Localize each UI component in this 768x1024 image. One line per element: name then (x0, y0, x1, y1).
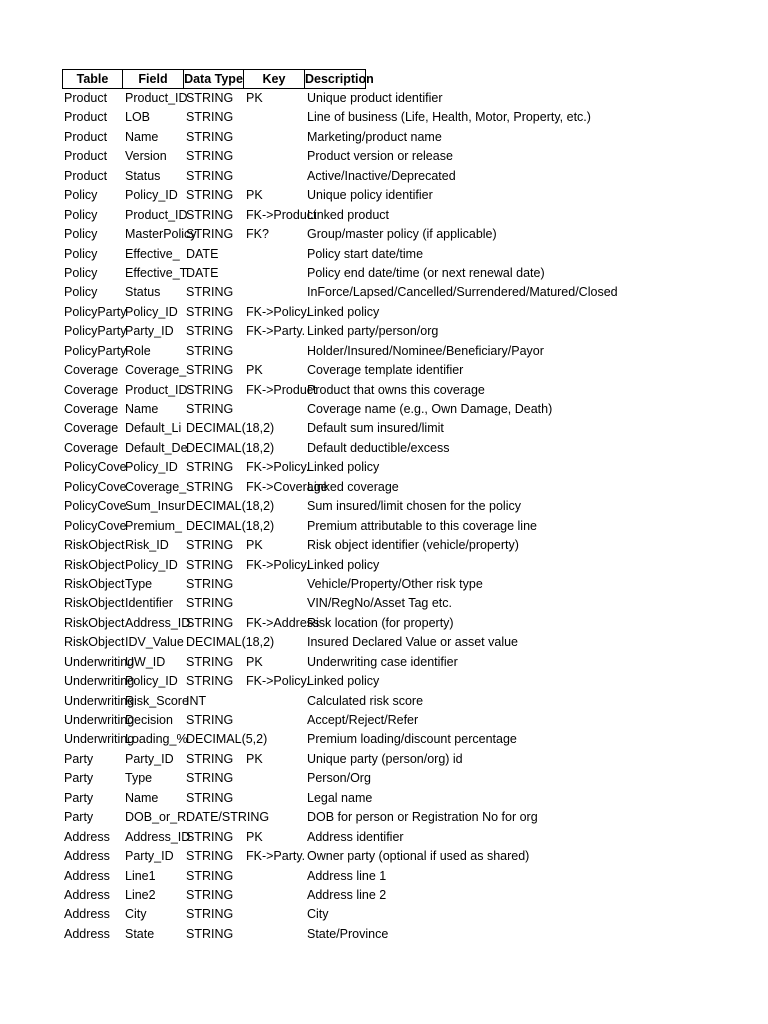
cell-field[interactable]: Policy_ID (125, 460, 178, 475)
cell-data-type[interactable]: STRING (186, 887, 234, 902)
cell-data-type[interactable]: STRING (186, 674, 234, 689)
cell-key[interactable]: PK (246, 751, 263, 766)
cell-table[interactable]: Party (64, 771, 94, 786)
cell-data-type[interactable]: INT (186, 693, 207, 708)
cell-data-type[interactable]: STRING (186, 91, 234, 105)
cell-table[interactable]: Coverage (64, 382, 119, 397)
cell-data-type[interactable]: DECIMAL(18,2) (186, 499, 275, 514)
cell-table[interactable]: PolicyCove (64, 460, 127, 475)
cell-description[interactable]: Active/Inactive/Deprecated (307, 168, 456, 183)
table-row (62, 303, 705, 322)
cell-table[interactable]: Address (64, 849, 110, 864)
cell-table[interactable]: Product (64, 110, 108, 125)
cell-table[interactable]: Policy (64, 188, 98, 203)
cell-field[interactable]: Sum_Insur (125, 499, 186, 514)
cell-field[interactable]: Version (125, 149, 167, 164)
cell-table[interactable]: Underwriting (64, 693, 135, 708)
cell-data-type[interactable]: STRING (186, 207, 234, 222)
table-row (62, 750, 705, 769)
cell-key[interactable] (244, 439, 305, 458)
cell-description[interactable]: Calculated risk score (307, 693, 424, 708)
cell-key[interactable] (244, 147, 305, 166)
cell-table[interactable]: RiskObject (64, 576, 125, 591)
cell-data-type[interactable]: STRING (186, 829, 234, 844)
cell-table[interactable]: PolicyParty (64, 304, 127, 319)
table-row (62, 283, 705, 302)
cell-key[interactable]: PK (246, 188, 263, 203)
cell-description[interactable]: Address line 2 (307, 887, 387, 902)
cell-data-type[interactable]: DECIMAL(18,2) (186, 421, 275, 436)
cell-key[interactable] (244, 905, 305, 924)
cell-description[interactable]: Unique party (person/org) id (307, 751, 463, 766)
cell-field[interactable]: State (125, 926, 155, 941)
table-row (62, 575, 705, 594)
cell-data-type[interactable]: DECIMAL(18,2) (186, 440, 275, 455)
cell-key[interactable]: FK->Policy. (246, 460, 310, 475)
cell-table[interactable]: Party (64, 751, 94, 766)
table-row (62, 245, 705, 264)
cell-description[interactable]: Policy start date/time (307, 246, 424, 261)
cell-key[interactable]: FK->Coverage (246, 479, 328, 494)
cell-description[interactable]: Address line 1 (307, 868, 387, 883)
cell-description[interactable]: Linked policy (307, 674, 380, 689)
cell-data-type[interactable]: STRING (186, 538, 234, 553)
cell-field[interactable]: Party_ID (125, 751, 174, 766)
table-row (62, 867, 705, 886)
cell-field[interactable]: LOB (125, 110, 151, 125)
cell-key[interactable]: PK (246, 363, 263, 378)
cell-description[interactable]: Default deductible/excess (307, 440, 450, 455)
cell-data-type[interactable]: DECIMAL(18,2) (186, 518, 275, 533)
cell-key[interactable] (244, 594, 305, 613)
cell-key[interactable] (244, 692, 305, 711)
cell-field[interactable]: Policy_ID (125, 557, 178, 572)
table-row (62, 128, 705, 147)
cell-data-type[interactable]: STRING (186, 849, 234, 864)
cell-data-type[interactable]: STRING (186, 110, 234, 125)
cell-table[interactable]: Product (64, 149, 108, 164)
table-row (62, 594, 705, 613)
header-key[interactable]: Key (244, 69, 305, 89)
cell-description[interactable]: Sum insured/limit chosen for the policy (307, 499, 521, 514)
table-row (62, 905, 705, 924)
cell-description[interactable]: Policy end date/time (or next renewal date) (307, 265, 545, 280)
table-row (62, 419, 705, 438)
cell-table[interactable]: Policy (64, 246, 98, 261)
table-row (62, 614, 705, 633)
table-row (62, 478, 705, 497)
cell-key[interactable]: PK (246, 829, 263, 844)
table-row (62, 89, 705, 108)
cell-key[interactable]: FK->Policy. (246, 557, 310, 572)
cell-data-type[interactable]: STRING (186, 654, 234, 669)
cell-table[interactable]: Product (64, 129, 108, 144)
cell-key[interactable]: FK->Policy. (246, 304, 310, 319)
cell-data-type[interactable]: STRING (186, 149, 234, 164)
cell-field[interactable]: Party_ID (125, 324, 174, 339)
cell-description[interactable]: InForce/Lapsed/Cancelled/Surrendered/Matured/Closed (307, 285, 618, 300)
cell-description[interactable]: Group/master policy (if applicable) (307, 227, 497, 242)
cell-field[interactable]: Premium_ (125, 518, 182, 533)
cell-table[interactable]: Party (64, 790, 94, 805)
cell-table[interactable]: Policy (64, 285, 98, 300)
cell-table[interactable]: Product (64, 168, 108, 183)
cell-field[interactable]: Product_ID (125, 382, 188, 397)
cell-table[interactable]: Address (64, 907, 110, 922)
cell-table[interactable]: Underwriting (64, 713, 135, 727)
table-row (62, 361, 705, 380)
cell-field[interactable]: UW_ID (125, 654, 166, 669)
cell-key[interactable] (244, 400, 305, 419)
cell-key[interactable] (244, 711, 305, 730)
cell-field[interactable]: Effective_ (125, 246, 180, 261)
cell-field[interactable]: Identifier (125, 596, 173, 611)
table-row (62, 711, 705, 730)
table-row (62, 847, 705, 866)
table-row (62, 672, 705, 691)
cell-description[interactable]: Coverage name (e.g., Own Damage, Death) (307, 402, 553, 416)
cell-field[interactable]: Role (125, 343, 151, 358)
cell-field[interactable]: Address_ID (125, 829, 191, 844)
table-row (62, 206, 705, 225)
cell-key[interactable]: FK? (246, 227, 269, 242)
cell-description[interactable]: Coverage template identifier (307, 363, 464, 378)
cell-table[interactable]: RiskObject (64, 615, 125, 630)
cell-description[interactable]: City (307, 907, 329, 922)
cell-table[interactable]: Product (64, 91, 108, 105)
cell-key[interactable]: FK->Product (246, 207, 317, 222)
cell-data-type[interactable]: STRING (186, 168, 234, 183)
cell-field[interactable]: Risk_ID (125, 538, 169, 553)
cell-field[interactable]: Policy_ID (125, 304, 178, 319)
cell-data-type[interactable]: STRING (186, 343, 234, 358)
cell-key[interactable] (244, 283, 305, 302)
cell-table[interactable]: Policy (64, 227, 98, 242)
cell-field[interactable]: Line1 (125, 868, 156, 883)
cell-description[interactable]: Underwriting case identifier (307, 654, 458, 669)
cell-field[interactable]: Product_ID (125, 91, 188, 105)
cell-description[interactable]: Linked policy (307, 557, 380, 572)
cell-table[interactable]: Coverage (64, 363, 119, 378)
cell-description[interactable]: Risk location (for property) (307, 615, 454, 630)
cell-field[interactable]: Decision (125, 713, 173, 727)
cell-description[interactable]: Vehicle/Property/Other risk type (307, 576, 483, 591)
cell-description[interactable]: State/Province (307, 926, 389, 941)
cell-field[interactable]: Coverage_ (125, 479, 187, 494)
cell-key[interactable] (244, 769, 305, 788)
cell-table[interactable]: PolicyParty (64, 324, 127, 339)
table-row (62, 730, 705, 749)
table-row (62, 769, 705, 788)
cell-key[interactable] (244, 517, 305, 536)
cell-key[interactable]: FK->Policy. (246, 674, 310, 689)
cell-data-type[interactable]: STRING (186, 285, 234, 300)
cell-description[interactable]: VIN/RegNo/Asset Tag etc. (307, 596, 452, 611)
cell-key[interactable]: FK->Party. (246, 849, 306, 864)
cell-data-type[interactable]: STRING (186, 771, 234, 786)
cell-table[interactable]: Address (64, 868, 110, 883)
table-row (62, 225, 705, 244)
cell-table[interactable]: PolicyCove (64, 518, 127, 533)
cell-data-type[interactable]: DECIMAL(5,2) (186, 732, 268, 747)
cell-data-type[interactable]: STRING (186, 479, 234, 494)
cell-data-type[interactable]: STRING (186, 402, 234, 416)
cell-data-type[interactable]: STRING (186, 926, 234, 941)
cell-field[interactable]: Coverage_ (125, 363, 187, 378)
cell-data-type[interactable]: STRING (186, 907, 234, 922)
cell-key[interactable]: FK->Party. (246, 324, 306, 339)
cell-data-type[interactable]: STRING (186, 596, 234, 611)
table-row (62, 828, 705, 847)
cell-field[interactable]: Policy_ID (125, 674, 178, 689)
cell-description[interactable]: Linked policy (307, 304, 380, 319)
table-row (62, 264, 705, 283)
cell-key[interactable] (244, 419, 305, 438)
cell-data-type[interactable]: STRING (186, 576, 234, 591)
cell-description[interactable]: Linked product (307, 207, 390, 222)
cell-key[interactable] (244, 867, 305, 886)
cell-key[interactable]: FK->Address (246, 615, 320, 630)
cell-key[interactable] (244, 245, 305, 264)
cell-table[interactable]: Underwriting (64, 654, 135, 669)
table-body (62, 89, 705, 944)
cell-data-type[interactable]: STRING (186, 227, 234, 242)
cell-data-type[interactable]: STRING (186, 382, 234, 397)
cell-field[interactable]: DOB_or_R (125, 810, 187, 825)
table-row (62, 789, 705, 808)
cell-table[interactable]: RiskObject (64, 635, 125, 650)
table-row (62, 439, 705, 458)
cell-table[interactable]: Coverage (64, 421, 119, 436)
table-row (62, 400, 705, 419)
cell-table[interactable]: Policy (64, 265, 98, 280)
cell-key[interactable] (244, 789, 305, 808)
table-row (62, 342, 705, 361)
cell-description[interactable]: DOB for person or Registration No for org (307, 810, 538, 825)
cell-key[interactable] (244, 108, 305, 127)
cell-table[interactable]: Address (64, 887, 110, 902)
cell-data-type[interactable]: STRING (186, 129, 234, 144)
header-data-type[interactable]: Data Type (184, 69, 244, 89)
cell-description[interactable]: Premium loading/discount percentage (307, 732, 517, 747)
cell-table[interactable]: Policy (64, 207, 98, 222)
cell-data-type[interactable]: STRING (186, 868, 234, 883)
cell-table[interactable]: Underwriting (64, 674, 135, 689)
cell-description[interactable]: Unique policy identifier (307, 188, 433, 203)
table-row (62, 381, 705, 400)
cell-key[interactable] (244, 167, 305, 186)
cell-description[interactable]: Default sum insured/limit (307, 421, 444, 436)
cell-data-type[interactable]: STRING (186, 615, 234, 630)
header-table[interactable]: Table (62, 69, 123, 89)
cell-field[interactable]: Effective_T (125, 265, 188, 280)
table-row (62, 167, 705, 186)
cell-data-type[interactable]: STRING (186, 304, 234, 319)
table-row (62, 653, 705, 672)
cell-field[interactable]: Line2 (125, 887, 156, 902)
cell-description[interactable]: Product version or release (307, 149, 453, 164)
cell-field[interactable]: Product_ID (125, 207, 188, 222)
cell-field[interactable]: Type (125, 576, 153, 591)
cell-key[interactable] (244, 497, 305, 516)
cell-description[interactable]: Premium attributable to this coverage line (307, 518, 537, 533)
cell-key[interactable] (244, 575, 305, 594)
cell-data-type[interactable]: STRING (186, 713, 234, 727)
table-row (62, 322, 705, 341)
cell-description[interactable]: Risk object identifier (vehicle/property) (307, 538, 519, 553)
cell-key[interactable]: PK (246, 91, 263, 105)
cell-data-type[interactable]: STRING (186, 751, 234, 766)
header-field[interactable]: Field (123, 69, 184, 89)
cell-description[interactable]: Unique product identifier (307, 91, 443, 105)
cell-table[interactable]: Address (64, 829, 110, 844)
cell-field[interactable]: Name (125, 129, 159, 144)
cell-description[interactable]: Accept/Reject/Refer (307, 713, 419, 727)
cell-data-type[interactable]: DATE/STRING (186, 810, 270, 825)
cell-table[interactable]: PolicyParty (64, 343, 127, 358)
cell-field[interactable]: Status (125, 285, 161, 300)
table-row (62, 692, 705, 711)
cell-key[interactable]: FK->Product (246, 382, 317, 397)
cell-table[interactable]: PolicyCove (64, 479, 127, 494)
cell-field[interactable]: Name (125, 402, 159, 416)
cell-table[interactable]: Party (64, 810, 94, 825)
table-row (62, 186, 705, 205)
cell-field[interactable]: Party_ID (125, 849, 174, 864)
table-row (62, 808, 705, 827)
cell-key[interactable] (244, 808, 305, 827)
cell-data-type[interactable]: STRING (186, 324, 234, 339)
cell-key[interactable] (244, 264, 305, 283)
cell-description[interactable]: Marketing/product name (307, 129, 442, 144)
cell-field[interactable]: IDV_Value (125, 635, 184, 650)
cell-data-type[interactable]: STRING (186, 790, 234, 805)
cell-key[interactable] (244, 633, 305, 652)
cell-data-type[interactable]: STRING (186, 363, 234, 378)
table-row (62, 108, 705, 127)
cell-data-type[interactable]: STRING (186, 188, 234, 203)
cell-description[interactable]: Linked party/person/org (307, 324, 439, 339)
table-row (62, 497, 705, 516)
cell-table[interactable]: RiskObject (64, 538, 125, 553)
cell-data-type[interactable]: DATE (186, 265, 219, 280)
table-row (62, 147, 705, 166)
cell-data-type[interactable]: DECIMAL(18,2) (186, 635, 275, 650)
cell-field[interactable]: Loading_% (125, 732, 188, 747)
cell-key[interactable] (244, 925, 305, 944)
cell-table[interactable]: Underwriting (64, 732, 135, 747)
cell-table[interactable]: Address (64, 926, 110, 941)
header-description[interactable]: Description (305, 69, 366, 89)
cell-field[interactable]: Address_ID (125, 615, 191, 630)
table-row (62, 633, 705, 652)
cell-description[interactable]: Line of business (Life, Health, Motor, Property, etc.) (307, 110, 591, 125)
cell-description[interactable]: Legal name (307, 790, 373, 805)
cell-key[interactable] (244, 886, 305, 905)
table-row (62, 536, 705, 555)
header-row (62, 69, 705, 89)
cell-description[interactable]: Owner party (optional if used as shared) (307, 849, 530, 864)
cell-description[interactable]: Product that owns this coverage (307, 382, 485, 397)
cell-table[interactable]: PolicyCove (64, 499, 127, 514)
cell-field[interactable]: Type (125, 771, 153, 786)
cell-key[interactable] (244, 342, 305, 361)
cell-description[interactable]: Linked coverage (307, 479, 399, 494)
cell-key[interactable]: PK (246, 654, 263, 669)
cell-description[interactable]: Holder/Insured/Nominee/Beneficiary/Payor (307, 343, 544, 358)
cell-description[interactable]: Linked policy (307, 460, 380, 475)
cell-table[interactable]: Coverage (64, 440, 119, 455)
table-row (62, 517, 705, 536)
cell-key[interactable] (244, 730, 305, 749)
cell-field[interactable]: MasterPolicy (125, 227, 197, 242)
cell-field[interactable]: Default_De (125, 440, 188, 455)
cell-data-type[interactable]: DATE (186, 246, 219, 261)
table-row (62, 556, 705, 575)
cell-table[interactable]: RiskObject (64, 596, 125, 611)
table-row (62, 925, 705, 944)
cell-key[interactable]: PK (246, 538, 263, 553)
table-row (62, 458, 705, 477)
cell-data-type[interactable]: STRING (186, 557, 234, 572)
cell-description[interactable]: Address identifier (307, 829, 404, 844)
cell-field[interactable]: Policy_ID (125, 188, 178, 203)
cell-data-type[interactable]: STRING (186, 460, 234, 475)
cell-field[interactable]: Status (125, 168, 161, 183)
cell-table[interactable]: RiskObject (64, 557, 125, 572)
cell-description[interactable]: Person/Org (307, 771, 371, 786)
cell-field[interactable]: Name (125, 790, 159, 805)
cell-description[interactable]: Insured Declared Value or asset value (307, 635, 518, 650)
cell-field[interactable]: Risk_Score (125, 693, 189, 708)
cell-key[interactable] (244, 128, 305, 147)
cell-field[interactable]: Default_Li (125, 421, 182, 436)
table-row (62, 886, 705, 905)
spreadsheet-table (62, 69, 705, 944)
cell-field[interactable]: City (125, 907, 147, 922)
cell-table[interactable]: Coverage (64, 402, 119, 416)
